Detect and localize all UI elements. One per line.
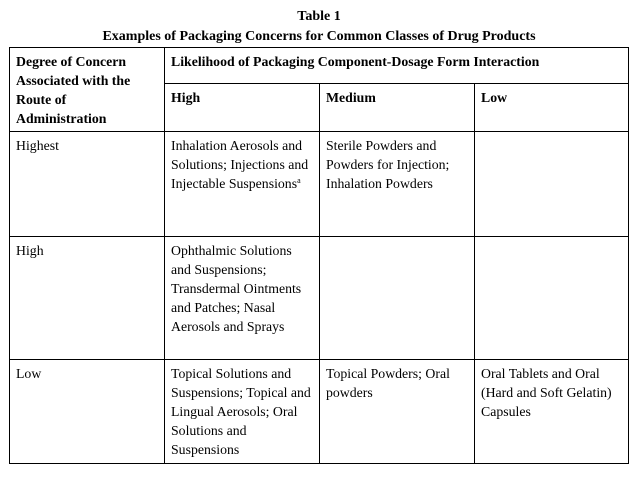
footnote-marker: a [297,176,301,185]
cell-low [475,237,629,360]
header-likelihood: Likelihood of Packaging Component-Dosage Form Interaction [165,48,629,84]
header-degree-of-concern: Degree of Concern Associated with the Route of Administration [10,48,165,132]
cell-medium: Sterile Powders and Powders for Injection; Inhalation Powders [320,132,475,237]
cell-medium: Topical Powders; Oral powders [320,360,475,464]
table-row [10,132,629,237]
header-medium: Medium [320,84,475,132]
header-high: High [165,84,320,132]
cell-text: Inhalation Aerosols and Solutions; Injections and Injectable Suspensions [171,138,309,191]
row-degree: Low [10,360,165,464]
cell-medium [320,237,475,360]
row-degree: High [10,237,165,360]
header-low: Low [475,84,629,132]
packaging-concerns-table [9,47,629,464]
cell-low: Oral Tablets and Oral (Hard and Soft Gelatin) Capsules [475,360,629,464]
table-header-row [10,48,629,84]
table-number: Table 1 [297,9,341,24]
cell-high: Ophthalmic Solutions and Suspensions; Transdermal Ointments and Patches; Nasal Aerosols and Sprays [165,237,320,360]
cell-high: Topical Solutions and Suspensions; Topical and Lingual Aerosols; Oral Solutions and Suspensions [165,360,320,464]
table-row [10,360,629,464]
cell-low [475,132,629,237]
row-degree: Highest [10,132,165,237]
table-row [10,237,629,360]
cell-high [165,132,320,237]
table-title: Examples of Packaging Concerns for Common Classes of Drug Products [102,29,536,44]
